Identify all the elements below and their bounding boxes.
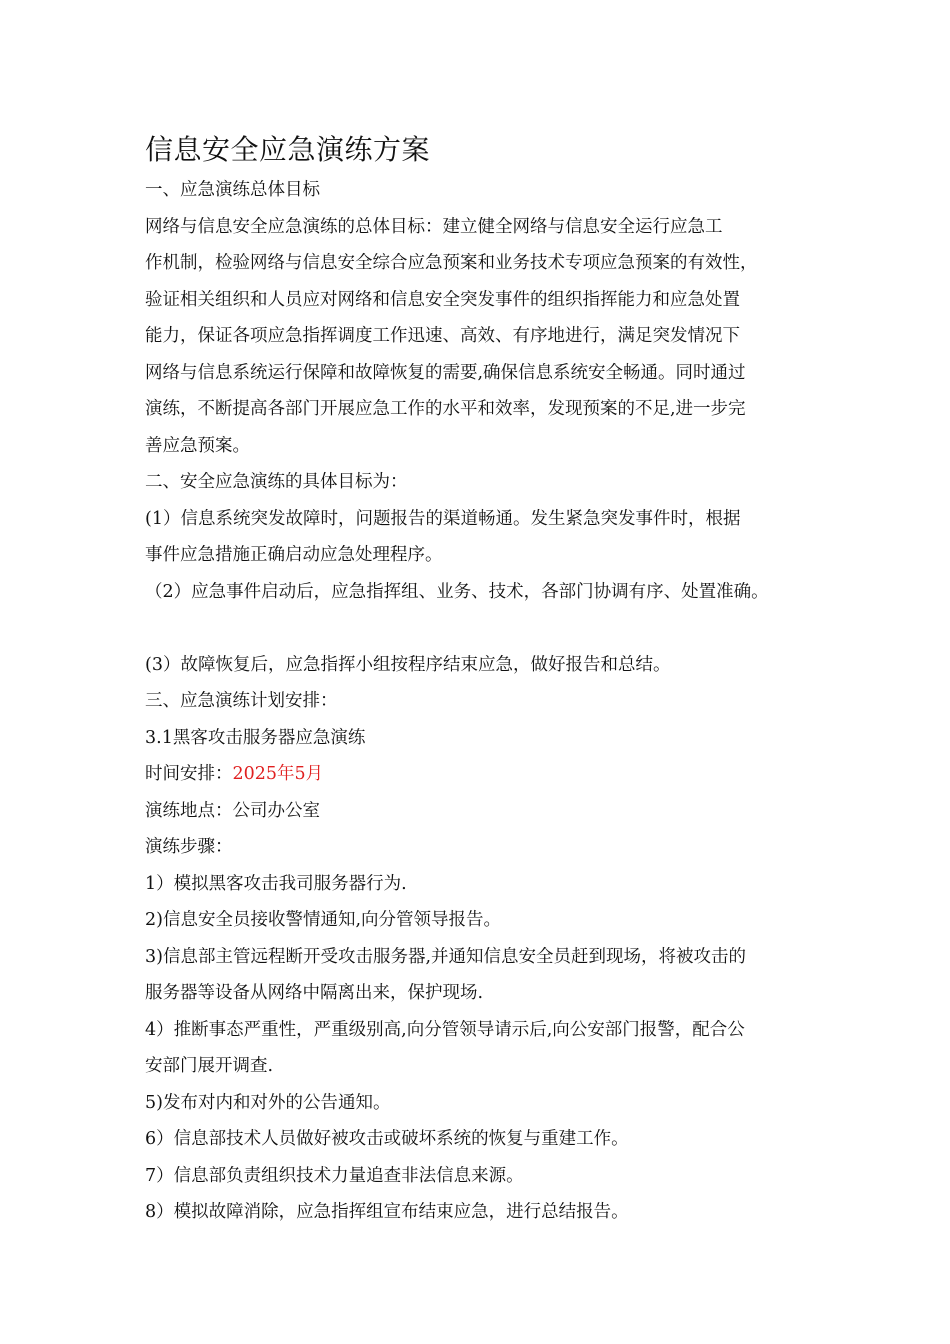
paragraph-line: 善应急预案。 — [145, 435, 250, 456]
section3-heading: 三、应急演练计划安排： — [145, 691, 338, 711]
step-4 — [145, 1012, 825, 1085]
drill-location: 演练地点：公司办公室 — [145, 800, 320, 821]
paragraph-line: 4）推断事态严重性，严重级别高,向分管领导请示后,向公安部门报警，配合公 — [145, 1019, 745, 1040]
paragraph-line: 验证相关组织和人员应对网络和信息安全突发事件的组织指挥能力和应急处置 — [145, 289, 740, 310]
section2-heading: 二、安全应急演练的具体目标为： — [145, 472, 408, 492]
step-3 — [145, 939, 825, 1012]
paragraph-line: 演练，不断提高各部门开展应急工作的水平和效率，发现预案的不足,进一步完 — [145, 399, 746, 419]
step-8: 8）模拟故障消除，应急指挥组宣布结束应急，进行总结报告。 — [145, 1202, 629, 1222]
section1-heading: 一、应急演练总体目标 — [145, 180, 320, 200]
paragraph-line: 3)信息部主管远程断开受攻击服务器,并通知信息安全员赶到现场，将被攻击的 — [145, 946, 747, 967]
paragraph-line: 网络与信息安全应急演练的总体目标：建立健全网络与信息安全运行应急工 — [145, 216, 723, 237]
step-2: 2)信息安全员接收警情通知,向分管领导报告。 — [145, 910, 502, 930]
time-value: 2025年5月 — [232, 764, 324, 784]
document-page — [145, 130, 825, 1231]
goal-2: （2）应急事件启动后，应急指挥组、业务、技术，各部门协调有序、处置准确。 — [145, 581, 769, 602]
paragraph-line: 能力，保证各项应急指挥调度工作迅速、高效、有序地进行，满足突发情况下 — [145, 326, 740, 346]
section1-paragraph — [145, 209, 825, 465]
step-7: 7）信息部负责组织技术力量追查非法信息来源。 — [145, 1165, 524, 1186]
paragraph-line: (1）信息系统突发故障时，问题报告的渠道畅通。发生紧急突发事件时，根据 — [145, 508, 741, 529]
paragraph-line: 事件应急措施正确启动应急处理程序。 — [145, 545, 443, 565]
time-arrangement — [145, 756, 825, 793]
time-label: 时间安排： — [145, 764, 233, 784]
step-5: 5)发布对内和对外的公告通知。 — [145, 1092, 391, 1113]
paragraph-line: 安部门展开调查. — [145, 1056, 274, 1076]
steps-label: 演练步骤： — [145, 837, 233, 857]
document-title: 信息安全应急演练方案 — [145, 133, 431, 166]
paragraph-line: 网络与信息系统运行保障和故障恢复的需要,确保信息系统安全畅通。同时通过 — [145, 362, 746, 383]
paragraph-line: 作机制，检验网络与信息安全综合应急预案和业务技术专项应急预案的有效性， — [145, 253, 758, 273]
paragraph-line: 服务器等设备从网络中隔离出来，保护现场. — [145, 983, 484, 1003]
blank-line — [145, 610, 825, 647]
goal-1 — [145, 501, 825, 574]
step-1: 1）模拟黑客攻击我司服务器行为. — [145, 873, 407, 894]
step-6: 6）信息部技术人员做好被攻击或破坏系统的恢复与重建工作。 — [145, 1129, 629, 1149]
goal-3: (3）故障恢复后，应急指挥小组按程序结束应急，做好报告和总结。 — [145, 654, 671, 675]
drill-heading: 3.1黑客攻击服务器应急演练 — [145, 727, 366, 748]
